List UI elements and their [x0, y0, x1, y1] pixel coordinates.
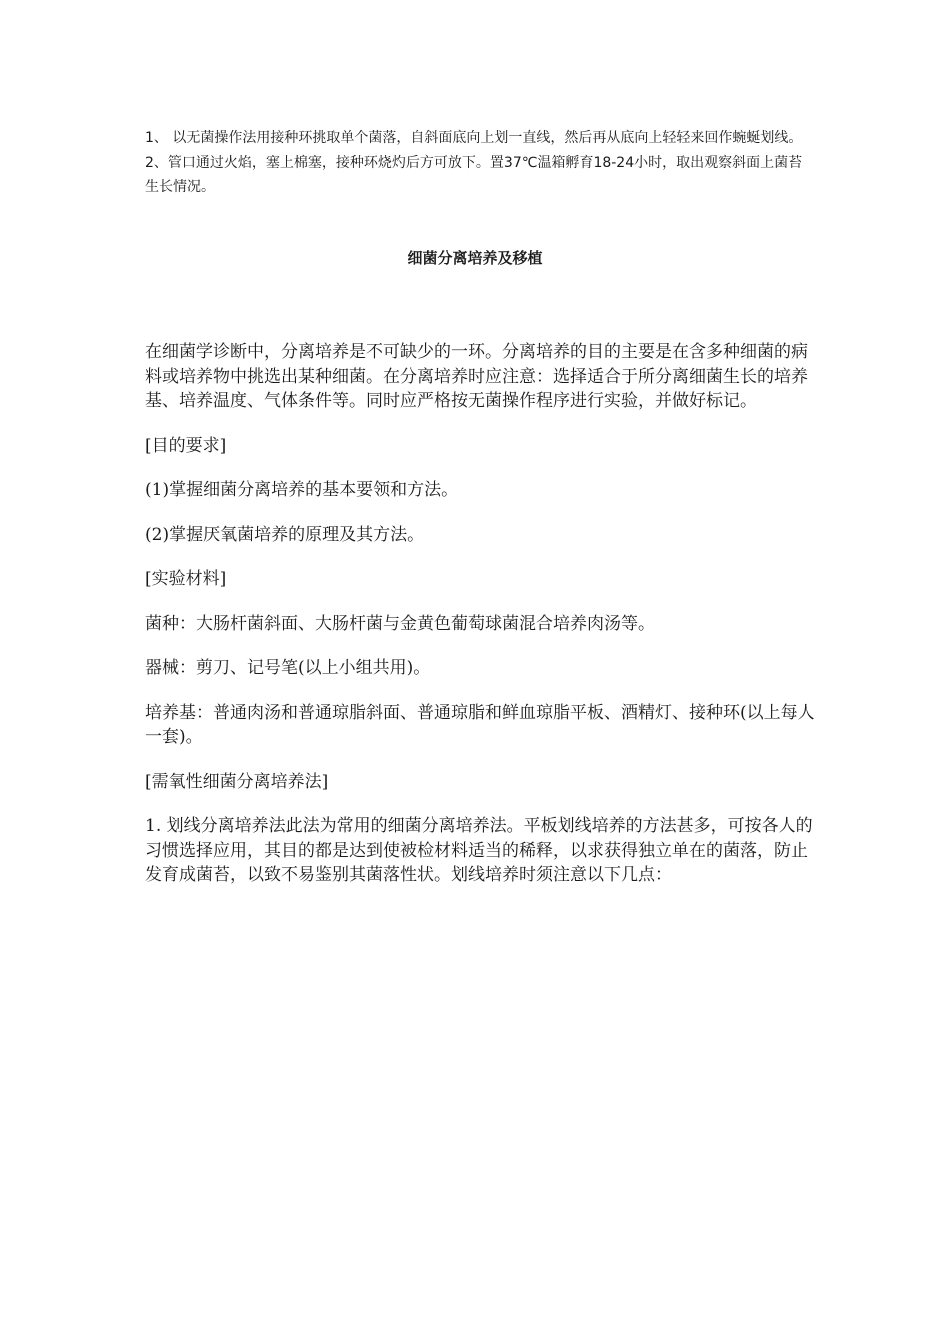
- aerobic-heading: [需氧性细菌分离培养法]: [145, 771, 329, 792]
- step-1-text: 1、 以无菌操作法用接种环挑取单个菌落，自斜面底向上划一直线，然后再从底向上轻轻来回作蜿蜒划线。: [145, 130, 803, 146]
- material-tools: 器械：剪刀、记号笔(以上小组共用)。: [145, 658, 431, 678]
- previous-steps: [145, 126, 815, 200]
- section-body: [145, 340, 815, 908]
- intro-paragraph: 在细菌学诊断中，分离培养是不可缺少的一环。分离培养的目的主要是在含多种细菌的病料或培养物中挑选出某种细菌。在分离培养时应注意：选择适合于所分离细菌生长的培养基、培养温度、气体条件等。同时应严格按无菌操作程序进行实验，并做好标记。: [145, 342, 808, 411]
- material-media: 培养基：普通肉汤和普通琼脂斜面、普通琼脂和鲜血琼脂平板、酒精灯、接种环(以上每人一套)。: [145, 702, 815, 747]
- step-2-text: 2、管口通过火焰，塞上棉塞，接种环烧灼后方可放下。置37℃温箱孵育18-24小时，取出观察斜面上菌苔生长情况。: [145, 154, 803, 195]
- material-strains: 菌种：大肠杆菌斜面、大肠杆菌与金黄色葡萄球菌混合培养肉汤等。: [145, 613, 655, 634]
- purpose-item-1: (1)掌握细菌分离培养的基本要领和方法。: [145, 480, 459, 500]
- aerobic-method-1: 1. 划线分离培养法此法为常用的细菌分离培养法。平板划线培养的方法甚多，可按各人的习惯选择应用，其目的都是达到使被检材料适当的稀释，以求获得独立单在的菌落，防止发育成菌苔，以致不易鉴别其菌落性状。划线培养时须注意以下几点：: [145, 816, 813, 885]
- purpose-item-2: (2)掌握厌氧菌培养的原理及其方法。: [145, 524, 425, 545]
- materials-heading: [实验材料]: [145, 569, 227, 589]
- purpose-heading: [目的要求]: [145, 435, 227, 456]
- section-title: 细菌分离培养及移植: [407, 249, 543, 267]
